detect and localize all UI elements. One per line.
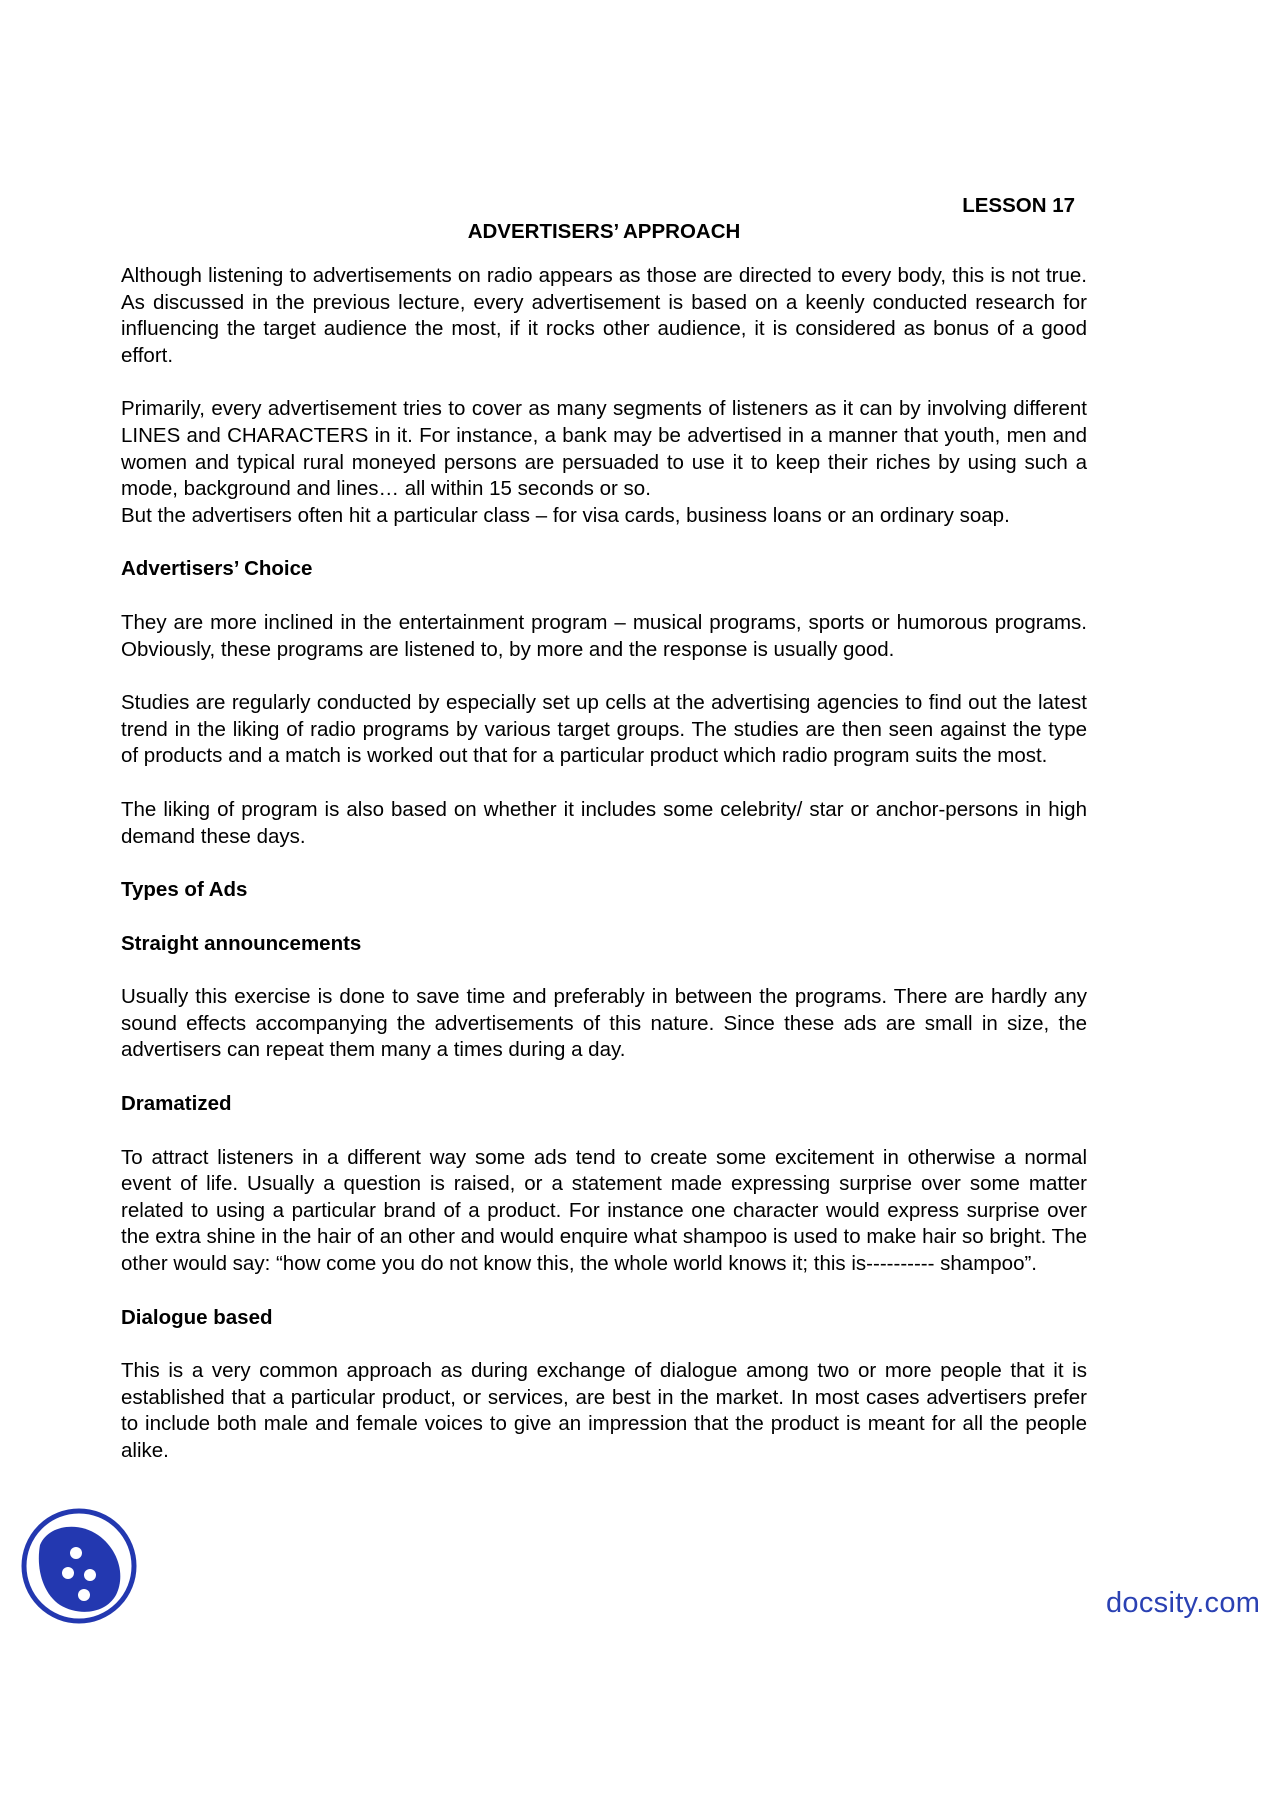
- paragraph-particular-class: But the advertisers often hit a particular class – for visa cards, business loans or an ordinary soap.: [121, 503, 1010, 527]
- paragraph-dramatized: To attract listeners in a different way some ads tend to create some excitement in otherwise a normal event of life. Usually a question is raised, or a statement made expressing surprise over some matter related to using a particular brand of a product. For instance one character would express surprise over the extra shine in the hair of an other and would enquire what shampoo is used to make hair so bright. The other would say: “how come you do not know this, the whole world knows it; this is---------- shampoo”.: [121, 1145, 1087, 1276]
- paragraph-entertainment: They are more inclined in the entertainment program – musical programs, sports or humorous programs. Obviously, these programs are listened to, by more and the response is usually good.: [121, 610, 1087, 661]
- heading-advertisers-choice: Advertisers’ Choice: [121, 557, 313, 581]
- paragraph-celebrity: The liking of program is also based on whether it includes some celebrity/ star or anchor-persons in high demand these days.: [121, 797, 1087, 848]
- paragraph-straight: Usually this exercise is done to save time and preferably in between the programs. There are hardly any sound effects accompanying the advertisements of this nature. Since these ads are small in size, the advertisers can repeat them many a times during a day.: [121, 985, 1087, 1062]
- document-title: ADVERTISERS’ APPROACH: [467, 220, 741, 243]
- paragraph-dialogue: This is a very common approach as during exchange of dialogue among two or more people that it is established that a particular product, or services, are best in the market. In most cases advertisers prefer to include both male and female voices to give an impression that the product is meant for all the people alike.: [121, 1359, 1087, 1462]
- document-page: [121, 193, 1087, 1492]
- heading-straight-announcements: Straight announcements: [121, 931, 362, 955]
- paragraph-studies: Studies are regularly conducted by especially set up cells at the advertising agencies to find out the latest trend in the liking of radio programs by various target groups. The studies are then seen against the type of products and a match is worked out that for a particular product which radio program suits the most.: [121, 691, 1087, 768]
- docsity-watermark[interactable]: docsity.com: [1106, 1587, 1261, 1619]
- paragraph-segments: Primarily, every advertisement tries to cover as many segments of listeners as it can by involving different LINES and CHARACTERS in it. For instance, a bank may be advertised in a manner that youth, men and women and typical rural moneyed persons are persuaded to use it to keep their riches by using such a mode, background and lines… all within 15 seconds or so.: [121, 397, 1087, 501]
- heading-dialogue-based: Dialogue based: [121, 1305, 273, 1329]
- heading-types-of-ads: Types of Ads: [121, 878, 248, 902]
- heading-dramatized: Dramatized: [121, 1092, 232, 1116]
- paragraph-intro: Although listening to advertisements on radio appears as those are directed to every body, this is not true. As discussed in the previous lecture, every advertisement is based on a keenly conducted research for influencing the target audience the most, if it rocks other audience, it is considered as bonus of a good effort.: [121, 264, 1087, 367]
- docsity-logo-icon: [18, 1505, 140, 1627]
- lesson-number: LESSON 17: [962, 194, 1075, 217]
